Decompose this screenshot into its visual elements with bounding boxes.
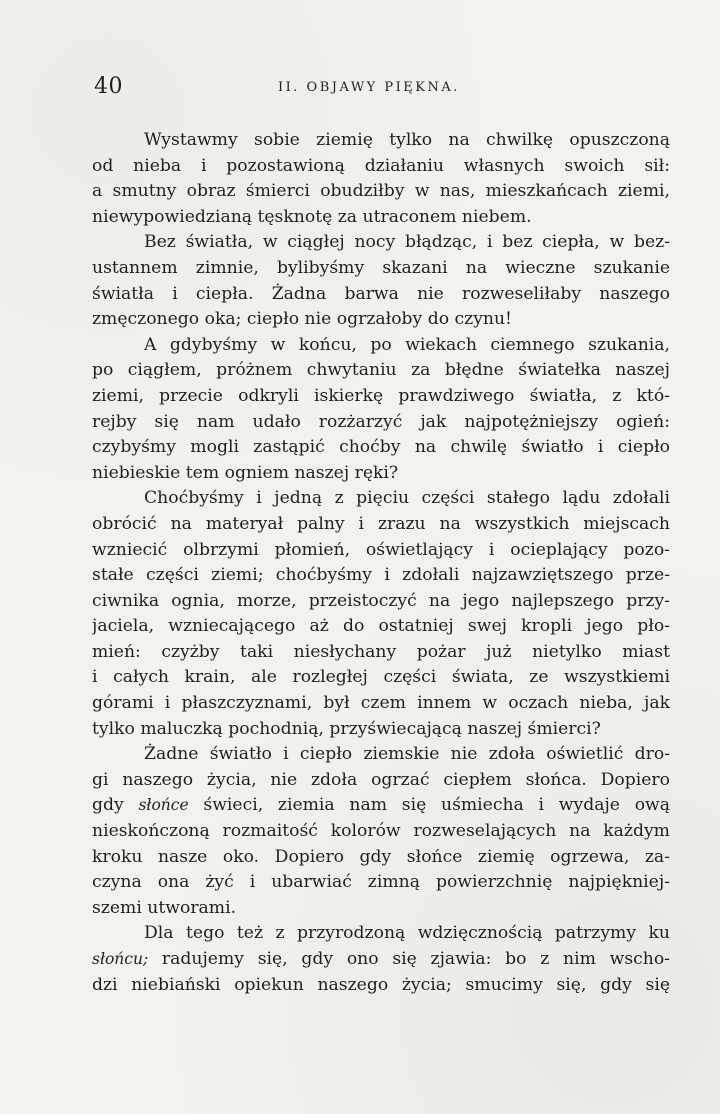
text-line: od nieba i pozostawioną działaniu własnych swoich sił: xyxy=(92,155,670,176)
text-line: ziemi, przecie odkryli iskierkę prawdziwego światła, z któ- xyxy=(92,385,670,406)
text-line: niebieskie tem ogniem naszej ręki? xyxy=(92,462,399,483)
text-line: Bez światła, w ciągłej nocy błądząc, i bez ciepła, w bez- xyxy=(144,232,670,253)
page-number: 40 xyxy=(94,74,123,99)
text-line: i całych krain, ale rozległej części świata, ze wszystkiemi xyxy=(92,667,670,688)
text-line: rejby się nam udało rozżarzyć jak najpotężniejszy ogień: xyxy=(92,411,670,432)
text-line: światła i ciepła. Żadna barwa nie rozweseliłaby naszego xyxy=(92,283,670,304)
chapter-title: II. OBJAWY PIĘKNA. xyxy=(278,80,460,95)
text-line: ciwnika ognia, morze, przeistoczyć na jego najlepszego przy- xyxy=(92,590,670,611)
text-line: a smutny obraz śmierci obudziłby w nas, mieszkańcach ziemi, xyxy=(92,181,670,202)
text-line: kroku nasze oko. Dopiero gdy słońce ziemię ogrzewa, za- xyxy=(92,846,670,867)
text-line: szemi utworami. xyxy=(92,897,237,918)
text-line: Wystawmy sobie ziemię tylko na chwilkę opuszczoną xyxy=(144,130,670,150)
running-head xyxy=(92,72,670,108)
text-line: Żadne światło i ciepło ziemskie nie zdoła oświetlić dro- xyxy=(144,744,670,765)
text-line: dzi niebiański opiekun naszego życia; smucimy się, gdy się xyxy=(92,974,670,995)
text-line: po ciągłem, próżnem chwytaniu za błędne światełka naszej xyxy=(92,360,670,381)
text-line: stałe części ziemi; choćbyśmy i zdołali najzawziętszego prze- xyxy=(92,565,670,586)
text-line: niewypowiedzianą tęsknotę za utraconem niebem. xyxy=(92,206,532,227)
text-line: słońcu; radujemy się, gdy ono się zjawia: bo z nim wscho- xyxy=(92,949,670,969)
text-line: gdy słońce świeci, ziemia nam się uśmiecha i wydaje ową xyxy=(92,795,670,816)
text-line: gi naszego życia, nie zdoła ogrzać ciepłem słońca. Dopiero xyxy=(92,769,670,790)
text-line: Choćbyśmy i jedną z pięciu części stałego lądu zdołali xyxy=(144,488,670,509)
text-line: jaciela, wzniecającego aż do ostatniej swej kropli jego pło- xyxy=(92,616,670,637)
body-text xyxy=(92,128,670,998)
text-line: czybyśmy mogli zastąpić choćby na chwilę światło i ciepło xyxy=(92,437,670,458)
text-line: mień: czyżby taki niesłychany pożar już nietylko miast xyxy=(92,641,670,662)
text-line: tylko maluczką pochodnią, przyświecającą naszej śmierci? xyxy=(92,718,601,739)
text-line: Dla tego też z przyrodzoną wdzięcznością patrzymy ku xyxy=(144,923,670,944)
text-line: wzniecić olbrzymi płomień, oświetlający i ocieplający pozo- xyxy=(92,539,670,560)
text-line: zmęczonego oka; ciepło nie ogrzałoby do czynu! xyxy=(92,309,512,330)
text-line: nieskończoną rozmaitość kolorów rozweselających na każdym xyxy=(92,821,670,842)
text-line: czyna ona żyć i ubarwiać zimną powierzchnię najpiękniej- xyxy=(92,872,670,893)
text-line: ustannem zimnie, bylibyśmy skazani na wieczne szukanie xyxy=(92,257,670,278)
text-line: górami i płaszczyznami, był czem innem w oczach nieba, jak xyxy=(92,693,670,714)
text-line: obrócić na materyał palny i zrazu na wszystkich miejscach xyxy=(92,513,670,534)
emphasis: słońce xyxy=(138,796,189,815)
text-line: A gdybyśmy w końcu, po wiekach ciemnego szukania, xyxy=(144,334,670,355)
emphasis: słońcu; xyxy=(92,950,149,968)
